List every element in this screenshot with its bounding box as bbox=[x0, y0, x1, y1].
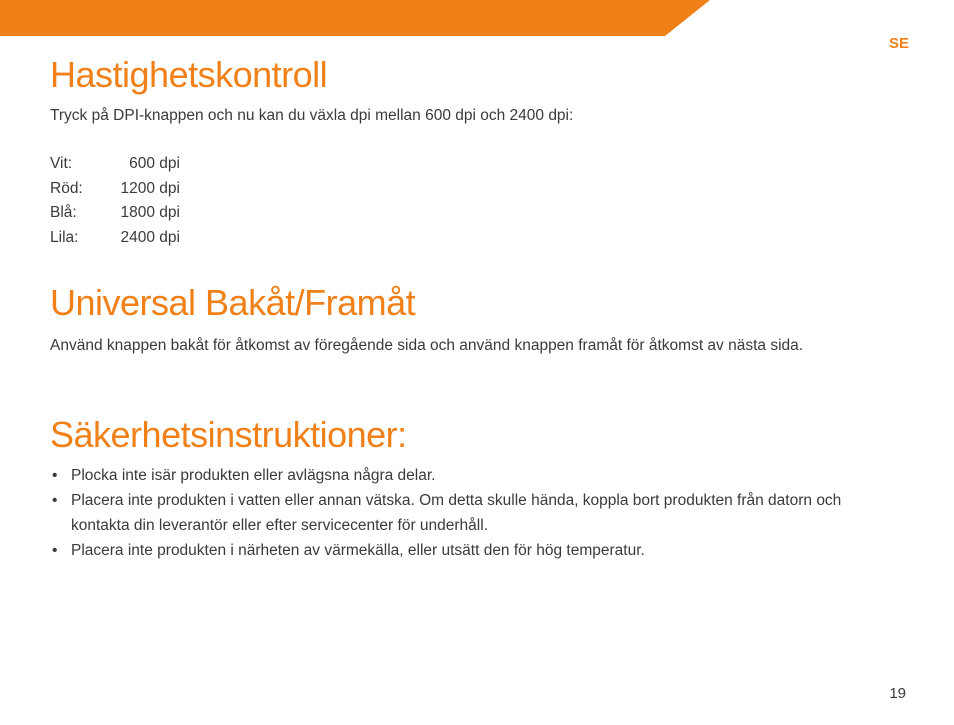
speed-control-intro: Tryck på DPI-knappen och nu kan du växla dpi mellan 600 dpi och 2400 dpi: bbox=[50, 107, 574, 124]
bullet-icon: • bbox=[52, 542, 58, 559]
dpi-table bbox=[50, 152, 180, 250]
dpi-row bbox=[50, 152, 180, 177]
list-item bbox=[50, 463, 850, 488]
list-item-text: Placera inte produkten i vatten eller annan vätska. Om detta skulle hända, koppla bort produkten från datorn och kontakta din leverantör eller efter servicecenter för underhåll. bbox=[71, 492, 842, 534]
bullet-icon: • bbox=[52, 492, 58, 509]
safety-heading: Säkerhetsinstruktioner: bbox=[50, 414, 407, 455]
dpi-color-label: Blå: bbox=[50, 204, 77, 221]
list-item-text: Plocka inte isär produkten eller avlägsna några delar. bbox=[71, 467, 436, 484]
language-code: SE bbox=[888, 35, 909, 52]
dpi-row bbox=[50, 226, 180, 251]
dpi-color-label: Lila: bbox=[50, 228, 79, 246]
dpi-value: 1800 dpi bbox=[120, 204, 180, 221]
page-number: 19 bbox=[889, 685, 906, 702]
list-item-text: Placera inte produkten i närheten av värmekälla, eller utsätt den för hög temperatur. bbox=[71, 542, 645, 559]
dpi-row bbox=[50, 177, 180, 202]
back-forward-heading: Universal Bakåt/Framåt bbox=[50, 282, 416, 323]
dpi-value: 2400 dpi bbox=[120, 228, 180, 246]
dpi-row bbox=[50, 201, 180, 226]
header-banner-shape bbox=[0, 0, 710, 36]
list-item bbox=[50, 538, 850, 563]
safety-list bbox=[50, 463, 850, 563]
bullet-icon: • bbox=[52, 467, 58, 484]
dpi-value: 600 dpi bbox=[129, 155, 180, 172]
back-forward-text: Använd knappen bakåt för åtkomst av föregående sida och använd knappen framåt för åtkomst av nästa sida. bbox=[50, 337, 804, 354]
dpi-value: 1200 dpi bbox=[120, 179, 180, 197]
dpi-color-label: Röd: bbox=[50, 179, 83, 197]
header-banner bbox=[0, 0, 720, 36]
speed-control-heading: Hastighetskontroll bbox=[50, 54, 328, 95]
list-item bbox=[50, 488, 850, 538]
dpi-color-label: Vit: bbox=[50, 155, 73, 172]
